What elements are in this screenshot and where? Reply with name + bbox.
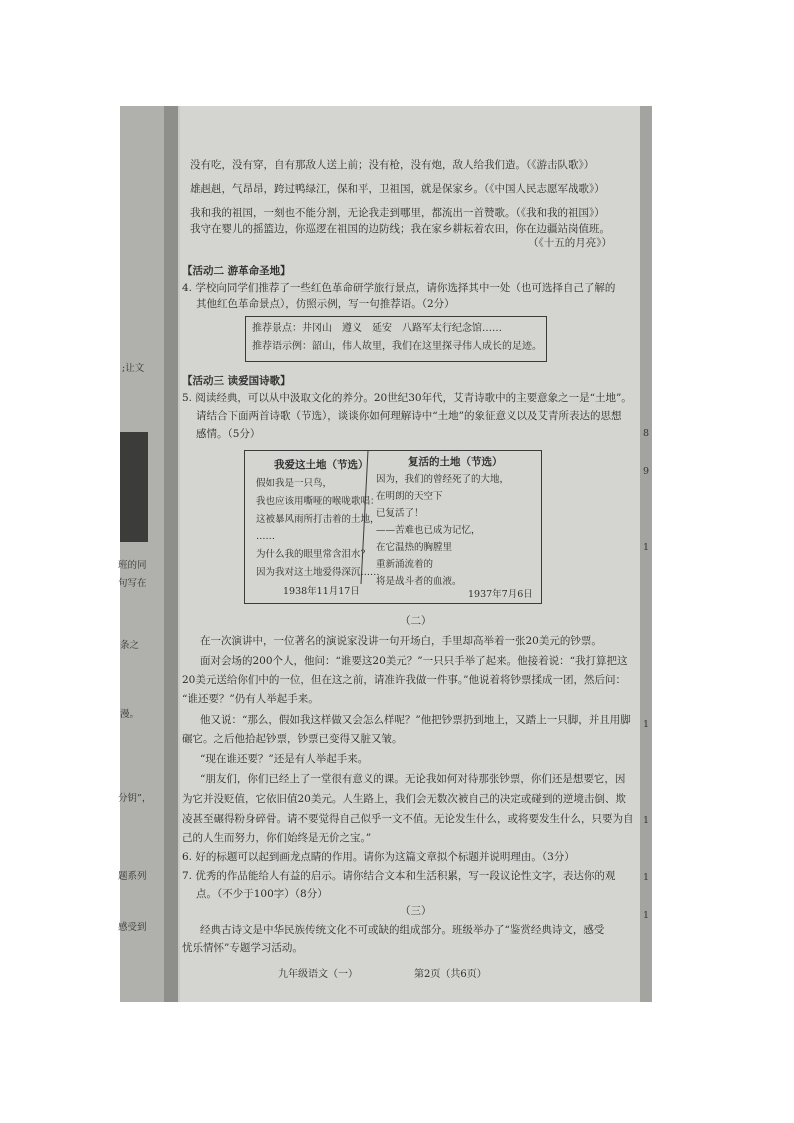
right-adjacent-page: [638, 106, 652, 1002]
question-5: 5. 阅读经典，可以从中汲取文化的养分。20世纪30年代，艾青诗歌中的主要意象之一是“土地”。: [182, 392, 632, 404]
left-fragment: 题系列: [118, 871, 147, 882]
question-7-cont: 点。（不少于100字）（8分）: [196, 888, 328, 900]
right-fragment: 1: [643, 542, 650, 553]
story-paragraph: 他又说：“那么，假如我这样做又会怎么样呢？”他把钞票扔到地上，又踏上一只脚，并且用脚: [200, 714, 631, 726]
poem-source: （《十五的月亮》）: [528, 237, 612, 249]
poem-line: 我和我的祖国，一刻也不能分割，无论我走到哪里，都流出一首赞歌。（《我和我的祖国》）: [190, 207, 605, 219]
right-fragment: 1: [643, 910, 650, 921]
question-4: 4. 学校向同学们推荐了一些红色革命研学旅行景点，请你选择其中一处（也可选择自己了解的: [182, 282, 616, 294]
story-paragraph: “现在谁还要？”还是有人举起手来。: [200, 753, 369, 765]
left-dark-tab: [120, 432, 148, 542]
recommend-example: 推荐语示例：韶山，伟人故里，我们在这里探寻伟人成长的足迹。: [252, 341, 542, 352]
story-paragraph: “谁还要？”仍有人举起手来。: [182, 693, 319, 705]
right-fragment: 1: [643, 815, 650, 826]
question-5-cont: 请结合下面两首诗歌（节选），谈谈你如何理解诗中“土地”的象征意义以及艾青所表达的思想: [196, 410, 622, 422]
section-3-intro: 经典古诗文是中华民族传统文化不可或缺的组成部分。班级举办了“鉴赏经典诗文，感受: [200, 924, 605, 936]
footer-page-number: 第2页（共6页）: [414, 969, 487, 980]
poem-left-line: ……: [256, 531, 275, 542]
story-paragraph: 面对会场的200个人，他问：“谁要这20美元？”一只只手举了起来。他接着说：“我打算把这: [200, 655, 628, 667]
story-paragraph: “朋友们，你们已经上了一堂很有意义的课。无论我如何对待那张钞票，你们还是想要它，因: [200, 773, 626, 785]
poem-right-line: ——苦难也已成为记忆，: [376, 525, 481, 536]
question-4-cont: 其他红色革命景点），仿照示例，写一句推荐语。（2分）: [196, 298, 455, 310]
section-3-intro-cont: 忧乐情怀”专题学习活动。: [182, 942, 303, 954]
recommend-spots: 推荐景点：井冈山 遵义 延安 八路军太行纪念馆……: [252, 323, 502, 334]
question-7: 7. 优秀的作品能给人有益的启示。请你结合文本和生活积累，写一段议论性文字，表达你的观: [182, 870, 616, 882]
poem-right-line: 在明朗的天空下: [376, 491, 443, 502]
question-5-cont: 感情。（5分）: [196, 428, 261, 440]
right-fragment: 1: [643, 872, 650, 883]
right-fragment: 8: [643, 428, 650, 439]
activity-3-title: 【活动三 读爱国诗歌】: [182, 375, 291, 387]
poem-right-line: 已复活了！: [376, 508, 424, 519]
story-paragraph: 己的人生而努力，你们始终是无价之宝。”: [182, 832, 372, 844]
footer-subject: 九年级语文（一）: [278, 969, 358, 980]
left-fragment: 漫。: [120, 709, 140, 720]
poem-left-line: 为什么我的眼里常含泪水？: [256, 549, 371, 560]
story-paragraph: 20美元送给你们中的一位，但在这之前，请准许我做一件事。”他说着将钞票揉成一团，然后问：: [182, 674, 626, 686]
right-fragment: 1: [643, 719, 650, 730]
poem-line: 没有吃，没有穿，自有那敌人送上前；没有枪，没有炮，敌人给我们造。（《游击队歌》）: [190, 159, 595, 171]
poem-right-line: 将是战斗者的血液。: [376, 576, 462, 587]
story-paragraph: 碾它。之后他拾起钞票，钞票已变得又脏又皱。: [182, 733, 403, 745]
left-fragment: 条之: [120, 640, 140, 651]
poem-left-line: 假如我是一只鸟，: [256, 478, 333, 489]
section-2-heading: （二）: [400, 615, 432, 627]
story-paragraph: 凌甚至碾得粉身碎骨。请不要觉得自己似乎一文不值。无论发生什么，或将要发生什么，只要为自: [182, 813, 634, 825]
left-fragment: 句写在: [118, 578, 147, 589]
story-paragraph: 为它并没贬值，它依旧值20美元。人生路上，我们会无数次被自己的决定或碰到的逆境击倒、欺: [182, 793, 626, 805]
right-fragment: 9: [643, 466, 650, 477]
poem-left-line: 因为我对这土地爱得深沉……: [256, 567, 380, 578]
left-fragment: 分钥”，: [118, 793, 152, 804]
poem-right-line: 重新涌流着的: [376, 559, 434, 570]
activity-2-title: 【活动二 游革命圣地】: [182, 265, 291, 277]
poem-right-line: 在它温热的胸膛里: [376, 542, 453, 553]
poem-left-line: 我也应该用嘶哑的喉咙歌唱：: [256, 496, 380, 507]
poem-line: 我守在婴儿的摇篮边，你巡逻在祖国的边防线；我在家乡耕耘着农田，你在边疆站岗值班。: [190, 223, 610, 235]
poem-left-title: 我爱这土地（节选）: [274, 459, 369, 471]
poem-left-date: 1938年11月17日: [283, 586, 360, 597]
section-3-heading: （三）: [400, 905, 432, 917]
poem-left-line: 这被暴风雨所打击着的土地，: [256, 514, 380, 525]
poem-right-line: 因为，我们的曾经死了的大地，: [376, 474, 510, 485]
poem-right-date: 1937年7月6日: [468, 589, 533, 600]
left-fragment: 班的同: [118, 560, 147, 571]
story-paragraph: 在一次演讲中，一位著名的演说家没讲一句开场白，手里却高举着一张20美元的钞票。: [200, 635, 602, 647]
question-6: 6. 好的标题可以起到画龙点睛的作用。请你为这篇文章拟个标题并说明理由。（3分）: [182, 851, 575, 863]
poem-line: 雄赳赳，气昂昂，跨过鸭绿江，保和平，卫祖国，就是保家乡。（《中国人民志愿军战歌》）: [190, 183, 605, 195]
left-fragment: 感受到: [118, 922, 147, 933]
left-fragment: ;让文: [122, 363, 145, 374]
poem-right-title: 复活的土地（节选）: [408, 456, 503, 468]
